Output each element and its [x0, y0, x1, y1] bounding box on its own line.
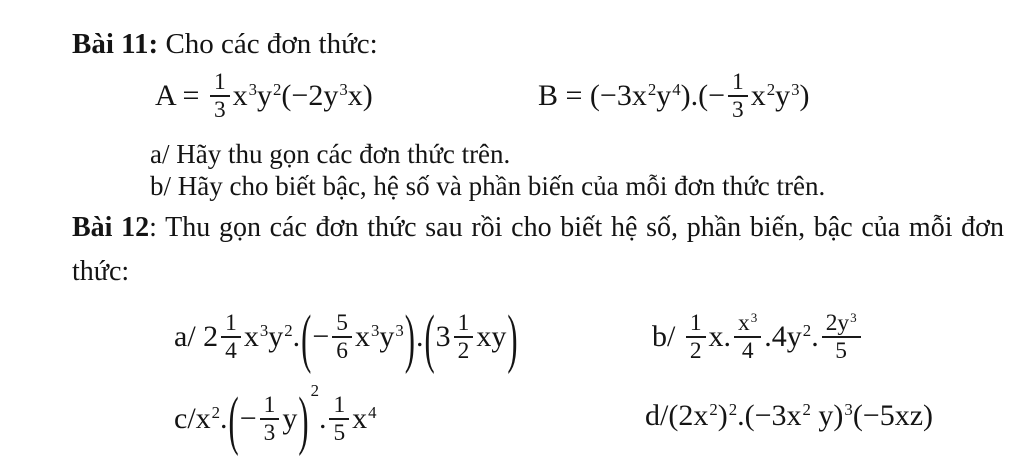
big-paren: ) — [404, 302, 415, 376]
bai12-formula-d: d/(2x2)2.(−3x2 y)3(−5xz) — [645, 399, 934, 432]
bai11-item-a: a/ Hãy thu gọn các đơn thức trên. — [150, 139, 511, 169]
fraction: $\frac{1}{2}$ — [454, 310, 474, 364]
fraction: $\frac{1}{3}$ — [260, 392, 280, 446]
bai12-formula-b: b/ $\frac{1}{2}$ x. $\frac{x3}{4}$ .4y2. $\frac{2y3}{5}$ — [652, 312, 864, 366]
bai11-formula-A: A = $\frac{1}{3}$ x3y2(−2y3x) — [155, 69, 373, 124]
fraction: $\frac{1}{5}$ — [329, 392, 349, 446]
bai11-heading-label: Bài 11: — [72, 28, 159, 60]
big-paren: ( — [424, 302, 435, 376]
fraction: $\frac{1}{4}$ — [221, 310, 241, 364]
fraction: $\frac{5}{6}$ — [332, 310, 352, 364]
bai12-formula-c: c/x2.(− $\frac{1}{3}$ y) 2. $\frac{1}{5}$ x4 — [174, 381, 377, 458]
bai11-item-b: b/ Hãy cho biết bậc, hệ số và phần biến của mỗi đơn thức trên. — [150, 171, 826, 201]
fraction: $\frac{1}{3}$ — [728, 69, 748, 123]
fraction: $\frac{1}{3}$ — [210, 69, 230, 123]
bai12-heading-line2: thức: — [72, 256, 130, 287]
bai11-heading-text: Cho các đơn thức: — [158, 28, 378, 60]
bai12-heading-text: : Thu gọn các đơn thức sau rồi cho biết hệ số, phần biến, bậc của mỗi đơn — [149, 212, 1004, 243]
bai12-formula-a: a/ 2 $\frac{1}{4}$ x3y2.(− $\frac{5}{6}$ x3y3).(3 $\frac{1}{2}$ xy) — [174, 302, 518, 376]
fraction: $\frac{2y3}{5}$ — [822, 310, 861, 364]
bai12-heading-paragraph — [72, 206, 1004, 294]
bai12-heading-label: Bài 12 — [72, 212, 150, 243]
fraction: $\frac{1}{2}$ — [686, 310, 706, 364]
big-paren: ( — [228, 384, 239, 458]
bai11-heading — [72, 26, 378, 62]
big-paren: ) — [507, 302, 518, 376]
fraction: $\frac{x3}{4}$ — [734, 310, 761, 364]
bai12-heading-line1 — [72, 206, 1004, 250]
bai11-formula-B: B = (−3x2y4).(− $\frac{1}{3}$ x2y3) — [538, 69, 810, 124]
big-paren: ) — [298, 384, 309, 458]
big-paren: ( — [301, 302, 312, 376]
